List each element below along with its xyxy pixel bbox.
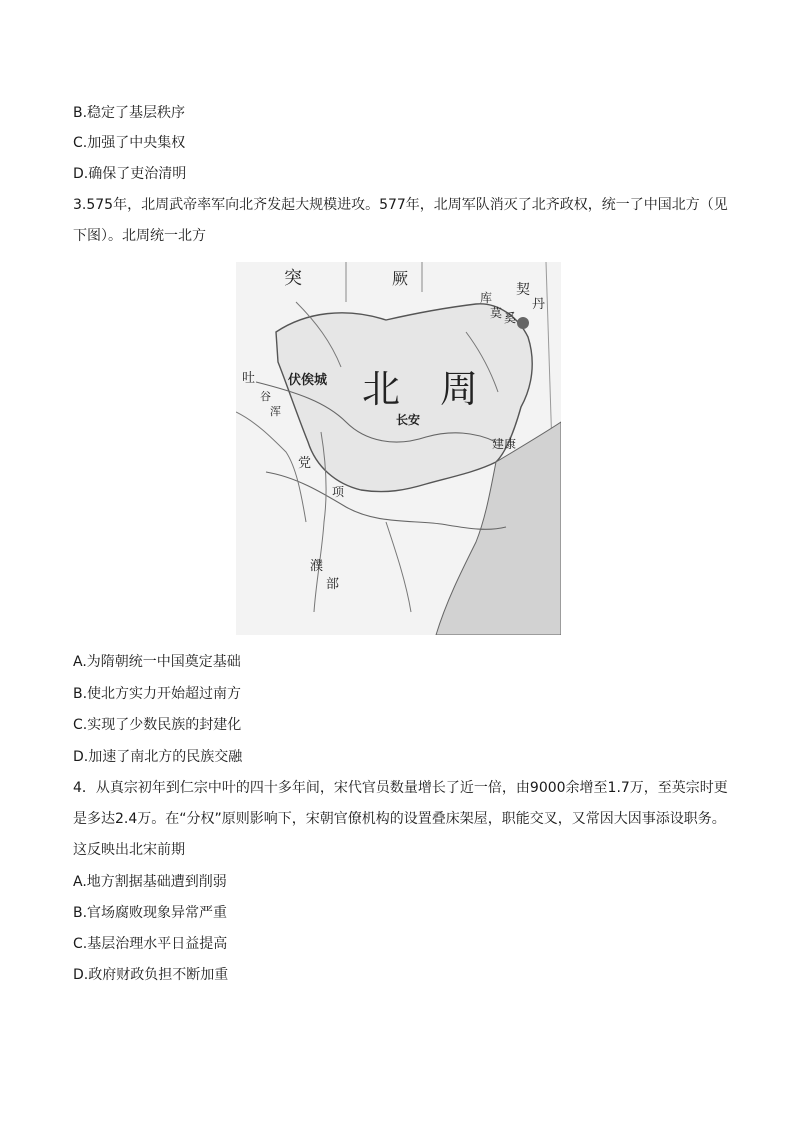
label-pubu-1: 濮 [310,559,324,574]
q2-option-c: C.加强了中央集权 [73,135,186,151]
label-tujue-1: 突 [284,268,302,289]
q4-stem-line3: 这反映出北宋前期 [73,842,185,858]
map-svg [236,262,561,635]
q3-option-b: B.使北方实力开始超过南方 [73,686,242,702]
q2-option-b: B.稳定了基层秩序 [73,105,186,121]
q4-option-a: A.地方割据基础遭到削弱 [73,874,227,890]
q3-stem-line1: 3.575年，北周武帝率军向北齐发起大规模进攻。577年，北周军队消灭了北齐政权，统一了中国北方（见 [73,197,728,213]
q4-option-c: C.基层治理水平日益提高 [73,936,228,952]
label-kumoxi-2: 莫 [490,306,503,320]
q4-option-d: D.政府财政负担不断加重 [73,967,229,983]
northern-zhou-map [236,262,561,635]
label-beizhou-1: 北 [362,367,401,411]
label-kumoxi-1: 库 [480,291,493,305]
label-changan: 长安 [396,413,421,427]
q2-option-d: D.确保了吏治清明 [73,166,187,182]
q3-option-c: C.实现了少数民族的封建化 [73,717,242,733]
label-qidan-1: 契 [516,282,530,298]
label-tuyuhun-2: 谷 [260,390,271,403]
label-kumoxi-3: 奚 [504,311,517,325]
label-jiankang: 建康 [492,437,517,451]
label-beizhou-2: 周 [440,367,479,411]
qidan-marker [517,317,529,329]
q4-option-b: B.官场腐败现象异常严重 [73,905,228,921]
q4-stem-line1: 4．从真宗初年到仁宗中叶的四十多年间，宋代官员数量增长了近一倍，由9000余增至1.7万，至英宗时更 [73,780,728,796]
label-tujue-2: 厥 [392,269,409,288]
label-pubu-2: 部 [326,577,340,592]
label-fusicheng: 伏俟城 [288,373,328,388]
q3-option-d: D.加速了南北方的民族交融 [73,749,243,765]
q3-stem-line2: 下图）。北周统一北方 [73,228,206,244]
q4-stem-line2: 是多达2.4万。在“分权”原则影响下，宋朝官僚机构的设置叠床架屋，职能交叉，又常因大因事添设职务。 [73,811,726,827]
label-dangxiang-1: 党 [298,456,312,471]
label-tuyuhun-3: 浑 [270,405,281,418]
q3-option-a: A.为隋朝统一中国奠定基础 [73,654,241,670]
label-dangxiang-2: 项 [332,485,345,499]
label-qidan-2: 丹 [532,297,546,312]
label-tuyuhun-1: 吐 [242,371,256,386]
